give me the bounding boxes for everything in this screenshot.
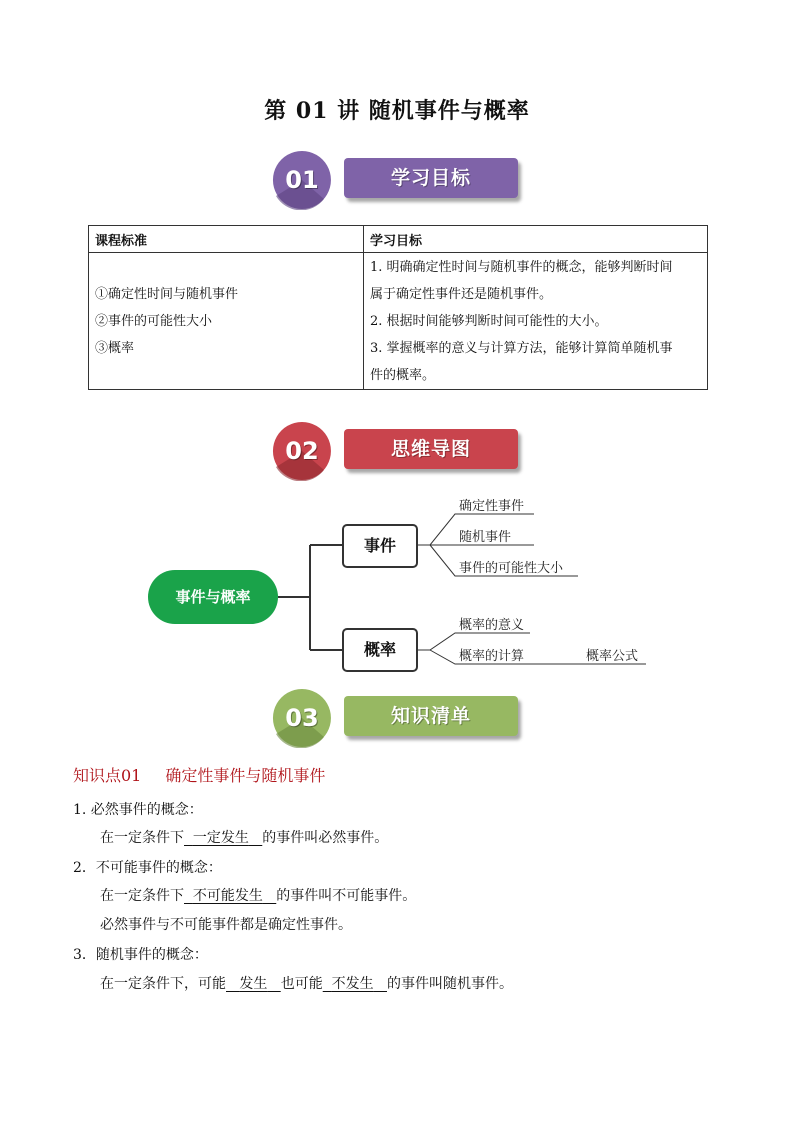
objective-line: 件的概率。 — [370, 367, 436, 383]
blank-text: 一定发生 — [192, 830, 249, 846]
blank-text: 发生 — [239, 976, 268, 992]
section-label: 思维导图 — [344, 429, 518, 469]
mindmap-leaf: 随机事件 — [459, 530, 512, 545]
section-label: 知识清单 — [344, 696, 518, 736]
text: 在一定条件下 — [100, 830, 184, 846]
mindmap-leaf: 概率的意义 — [459, 618, 525, 633]
page-title: 第 01 讲 随机事件与概率 — [264, 98, 530, 124]
objective-line: 属于确定性事件还是随机事件。 — [370, 286, 553, 302]
section-number: 01 — [285, 166, 319, 194]
item-1-title: 1. 必然事件的概念： — [73, 802, 203, 818]
text: 也可能 — [280, 976, 323, 992]
section-label: 学习目标 — [344, 158, 518, 198]
section-number: 03 — [285, 704, 319, 732]
mindmap-node-probability: 概率 — [342, 628, 418, 672]
objective-line: 3. 掌握概率的意义与计算方法，能够计算简单随机事 — [370, 340, 673, 356]
text: 的事件叫必然事件。 — [262, 830, 389, 846]
section-number: 02 — [285, 437, 319, 465]
item-2-note: 必然事件与不可能事件都是确定性事件。 — [100, 917, 352, 933]
text: 的事件叫随机事件。 — [386, 976, 513, 992]
text: 在一定条件下 — [100, 888, 184, 904]
text: 在一定条件下，可能 — [100, 976, 226, 992]
blank-text: 不可能发生 — [192, 888, 263, 904]
mindmap-leaf: 事件的可能性大小 — [459, 561, 564, 576]
item-3-body — [100, 973, 513, 993]
knowledge-heading-number: 知识点01 — [73, 766, 142, 785]
blank-text: 不发生 — [331, 976, 374, 992]
item-1-body — [100, 827, 388, 847]
mindmap-leaf: 概率的计算 — [459, 649, 525, 664]
fill-blank — [226, 976, 281, 992]
item-2-body — [100, 885, 416, 905]
mindmap-subleaf: 概率公式 — [586, 649, 639, 664]
objective-line: 1. 明确确定性时间与随机事件的概念，能够判断时间 — [370, 259, 673, 275]
table-header-standard: 课程标准 — [89, 226, 364, 253]
standard-item: ③概率 — [95, 340, 135, 356]
table-header-objective: 学习目标 — [364, 226, 708, 253]
mindmap-leaf: 确定性事件 — [459, 499, 525, 514]
item-2-title: 2．不可能事件的概念： — [73, 860, 222, 876]
fill-blank — [184, 888, 276, 904]
knowledge-heading — [73, 763, 325, 786]
objective-line: 2. 根据时间能够判断时间可能性的大小。 — [370, 313, 608, 329]
item-3-title: 3．随机事件的概念： — [73, 947, 208, 963]
mindmap-root: 事件与概率 — [148, 570, 278, 624]
fill-blank — [184, 830, 262, 846]
mindmap-node-events: 事件 — [342, 524, 418, 568]
knowledge-heading-text: 确定性事件与随机事件 — [165, 766, 326, 785]
standard-item: ②事件的可能性大小 — [95, 313, 213, 329]
section-badge-03 — [272, 688, 471, 748]
standard-item: ①确定性时间与随机事件 — [95, 286, 239, 302]
text: 的事件叫不可能事件。 — [276, 888, 417, 904]
fill-blank — [323, 976, 387, 992]
